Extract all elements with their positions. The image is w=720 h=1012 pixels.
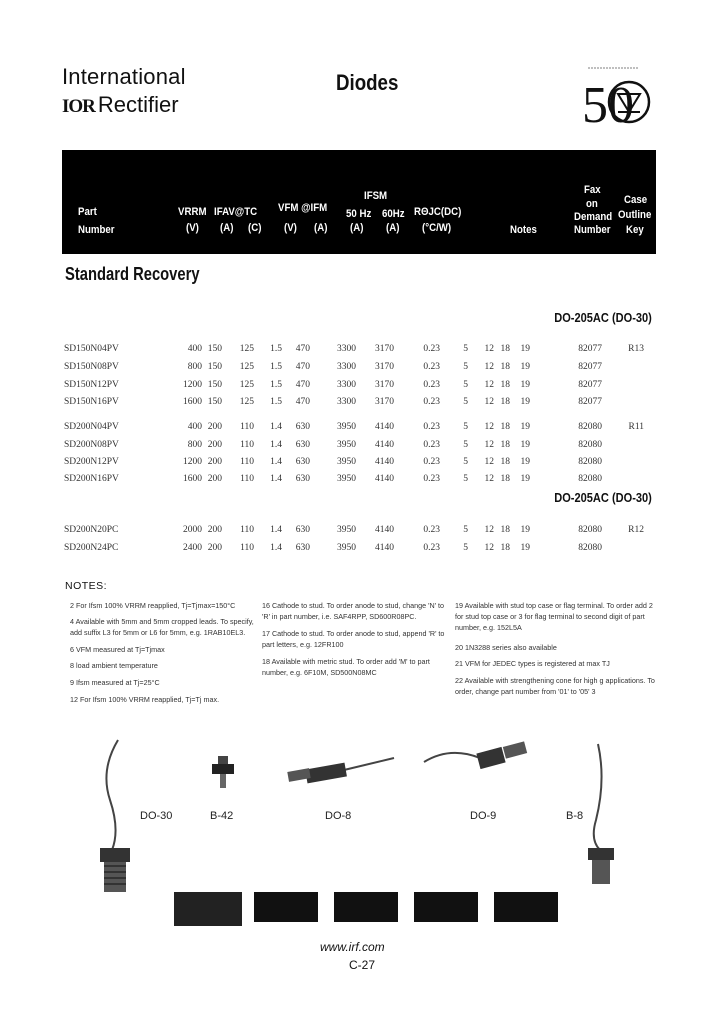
cell-part: SD150N08PV — [64, 362, 119, 372]
cell-a50: 3300 — [337, 362, 356, 372]
cell-n4: 19 — [520, 543, 530, 553]
cell-n4: 19 — [520, 525, 530, 535]
cell-n2: 12 — [484, 362, 494, 372]
table-row — [64, 397, 660, 413]
table-row — [64, 440, 660, 456]
cell-n4: 19 — [520, 397, 530, 407]
cell-tc: 110 — [240, 440, 254, 450]
note-19: 19 Available with stud top case or flag terminal. To order add 2 for stud top case or 3 for flag terminal to second digit of part number, e.g. 152L5A — [455, 601, 653, 632]
cell-n1: 5 — [463, 397, 468, 407]
b8-package-icon — [576, 740, 626, 890]
col-rth: RΘJC(DC) — [414, 206, 462, 218]
cell-n3: 18 — [500, 440, 510, 450]
cell-ifm: 470 — [295, 362, 310, 372]
cell-tc: 125 — [239, 362, 254, 372]
cell-case: R12 — [628, 525, 644, 535]
cell-n1: 5 — [463, 474, 468, 484]
cell-n4: 19 — [520, 474, 530, 484]
brand-rectifier: Rectifier — [97, 92, 179, 117]
col-50hz-unit: (A) — [350, 222, 364, 234]
cell-a60: 3170 — [375, 344, 394, 354]
cell-a60: 4140 — [375, 440, 394, 450]
cell-n1: 5 — [463, 380, 468, 390]
cell-n1: 5 — [463, 362, 468, 372]
cell-n2: 12 — [484, 397, 494, 407]
cell-ifav: 200 — [207, 440, 222, 450]
col-part: Part — [78, 206, 97, 218]
col-case-2: Outline — [618, 209, 652, 221]
package-title-2: DO-205AC (DO-30) — [554, 490, 652, 505]
cell-rth: 0.23 — [423, 397, 440, 407]
cell-vfm: 1.4 — [270, 457, 282, 467]
col-vfm-unit-a: (A) — [314, 222, 328, 234]
cell-n4: 19 — [520, 457, 530, 467]
cell-rth: 0.23 — [423, 362, 440, 372]
cell-n3: 18 — [500, 380, 510, 390]
cell-fax: 82080 — [578, 525, 602, 535]
cell-vrrm: 1600 — [183, 397, 202, 407]
label-b42: B-42 — [210, 810, 234, 822]
label-do8: DO-8 — [325, 810, 352, 822]
cell-a50: 3300 — [337, 380, 356, 390]
cell-n2: 12 — [484, 380, 494, 390]
cell-n4: 19 — [520, 380, 530, 390]
cell-vfm: 1.4 — [270, 422, 282, 432]
cell-n3: 18 — [500, 362, 510, 372]
cell-a60: 4140 — [375, 457, 394, 467]
cell-n3: 18 — [500, 474, 510, 484]
cell-n4: 19 — [520, 344, 530, 354]
cell-rth: 0.23 — [423, 543, 440, 553]
col-60hz: 60Hz — [382, 208, 405, 220]
cell-a50: 3950 — [337, 543, 356, 553]
cell-tc: 125 — [239, 344, 254, 354]
cell-n2: 12 — [484, 422, 494, 432]
cell-n1: 5 — [463, 344, 468, 354]
cell-part: SD200N16PV — [64, 474, 119, 484]
cell-case: R11 — [628, 422, 644, 432]
cell-fax: 82080 — [578, 543, 602, 553]
product-thumbnail — [254, 892, 318, 922]
col-vfm: VFM @IFM — [278, 202, 328, 214]
cell-ifm: 470 — [295, 344, 310, 354]
cell-ifav: 150 — [207, 397, 222, 407]
cell-ifav: 150 — [207, 380, 222, 390]
note-16: 16 Cathode to stud. To order anode to stud, change 'N' to 'R' in part number, i.e. SAF4RPP, SD600R08PC. — [262, 601, 445, 621]
cell-vrrm: 1600 — [183, 474, 202, 484]
col-fax-2: on — [586, 198, 598, 210]
table-row — [64, 474, 660, 490]
cell-ifm: 630 — [295, 474, 310, 484]
notes-title: NOTES: — [65, 580, 108, 592]
cell-n4: 19 — [520, 440, 530, 450]
cell-rth: 0.23 — [423, 457, 440, 467]
cell-vfm: 1.5 — [270, 344, 282, 354]
cell-n2: 12 — [484, 525, 494, 535]
cell-part: SD200N20PC — [64, 525, 119, 535]
cell-vrrm: 400 — [187, 422, 202, 432]
cell-n1: 5 — [463, 440, 468, 450]
b42-package-icon — [204, 750, 244, 790]
do9-package-icon — [420, 740, 530, 780]
product-thumbnail — [334, 892, 398, 922]
cell-n3: 18 — [500, 422, 510, 432]
table-row — [64, 457, 660, 473]
note-17: 17 Cathode to stud. To order anode to stud, append 'R' to part letters, e.g. 12FR100 — [262, 629, 445, 649]
col-fax-1: Fax — [584, 184, 601, 196]
cell-ifm: 470 — [295, 380, 310, 390]
cell-n1: 5 — [463, 525, 468, 535]
cell-tc: 125 — [239, 380, 254, 390]
cell-n1: 5 — [463, 457, 468, 467]
cell-vfm: 1.4 — [270, 543, 282, 553]
cell-part: SD150N12PV — [64, 380, 119, 390]
cell-fax: 82080 — [578, 422, 602, 432]
cell-ifm: 630 — [295, 440, 310, 450]
table-row — [64, 380, 660, 396]
col-ifav-unit-a: (A) — [220, 222, 234, 234]
note-9: 9 Ifsm measured at Tj=25°C — [70, 678, 160, 687]
cell-n1: 5 — [463, 543, 468, 553]
col-50hz: 50 Hz — [346, 208, 372, 220]
cell-part: SD200N12PV — [64, 457, 119, 467]
brand-line2 — [62, 92, 179, 118]
cell-vrrm: 400 — [187, 344, 202, 354]
footer-url: www.irf.com — [320, 940, 385, 954]
anniversary-logo-icon — [578, 62, 654, 132]
cell-a60: 4140 — [375, 422, 394, 432]
cell-a60: 3170 — [375, 397, 394, 407]
cell-fax: 82080 — [578, 474, 602, 484]
cell-vfm: 1.5 — [270, 380, 282, 390]
note-12: 12 For Ifsm 100% VRRM reapplied, Tj=Tj max. — [70, 695, 220, 704]
cell-ifav: 200 — [207, 457, 222, 467]
col-ifsm: IFSM — [364, 190, 388, 202]
cell-vfm: 1.4 — [270, 440, 282, 450]
cell-fax: 82077 — [578, 362, 602, 372]
col-fax-4: Number — [574, 224, 611, 236]
ior-logo: IOR — [62, 96, 95, 117]
col-ifav-unit-c: (C) — [248, 222, 262, 234]
cell-ifm: 630 — [295, 457, 310, 467]
cell-ifm: 630 — [295, 543, 310, 553]
cell-rth: 0.23 — [423, 422, 440, 432]
note-21: 21 VFM for JEDEC types is registered at max TJ — [455, 659, 610, 668]
cell-ifm: 630 — [295, 422, 310, 432]
product-thumbnail — [494, 892, 558, 922]
col-vrrm-unit: (V) — [186, 222, 199, 234]
table-row — [64, 525, 660, 541]
do8-package-icon — [284, 752, 404, 792]
cell-ifav: 150 — [207, 362, 222, 372]
cell-a50: 3950 — [337, 457, 356, 467]
cell-rth: 0.23 — [423, 344, 440, 354]
section-title: Standard Recovery — [65, 264, 200, 284]
label-do30: DO-30 — [140, 810, 173, 822]
cell-n1: 5 — [463, 422, 468, 432]
col-vrrm: VRRM — [178, 206, 207, 218]
cell-ifav: 200 — [207, 525, 222, 535]
cell-n3: 18 — [500, 397, 510, 407]
col-fax-3: Demand — [574, 211, 613, 223]
cell-rth: 0.23 — [423, 525, 440, 535]
cell-n2: 12 — [484, 457, 494, 467]
cell-part: SD150N04PV — [64, 344, 119, 354]
cell-a60: 4140 — [375, 543, 394, 553]
cell-a50: 3950 — [337, 525, 356, 535]
cell-vfm: 1.4 — [270, 525, 282, 535]
cell-a60: 4140 — [375, 474, 394, 484]
cell-ifm: 470 — [295, 397, 310, 407]
cell-n4: 19 — [520, 362, 530, 372]
cell-fax: 82080 — [578, 457, 602, 467]
note-22: 22 Available with strengthening cone for high g applications. To order, change part number from '01' to '05' 3 — [455, 676, 655, 696]
product-thumbnail — [174, 892, 242, 926]
col-vfm-unit-v: (V) — [284, 222, 297, 234]
cell-n2: 12 — [484, 543, 494, 553]
cell-tc: 125 — [239, 397, 254, 407]
col-case-3: Key — [626, 224, 644, 236]
cell-ifav: 150 — [207, 344, 222, 354]
page-title: Diodes — [336, 70, 399, 95]
cell-tc: 110 — [240, 474, 254, 484]
product-thumbnail — [414, 892, 478, 922]
label-b8: B-8 — [566, 810, 584, 822]
label-do9: DO-9 — [470, 810, 497, 822]
cell-ifav: 200 — [207, 422, 222, 432]
note-2: 2 For Ifsm 100% VRRM reapplied, Tj=Tjmax=150°C — [70, 601, 236, 610]
cell-a50: 3950 — [337, 440, 356, 450]
cell-vrrm: 800 — [187, 362, 202, 372]
cell-rth: 0.23 — [423, 380, 440, 390]
col-60hz-unit: (A) — [386, 222, 400, 234]
cell-rth: 0.23 — [423, 440, 440, 450]
cell-a60: 4140 — [375, 525, 394, 535]
cell-vrrm: 2000 — [183, 525, 202, 535]
cell-vfm: 1.5 — [270, 362, 282, 372]
cell-tc: 110 — [240, 525, 254, 535]
col-rth-unit: (°C/W) — [422, 222, 452, 234]
cell-a50: 3300 — [337, 397, 356, 407]
note-4: 4 Available with 5mm and 5mm cropped leads. To specify, add suffix L3 for 5mm or L6 for 5mm, e.g. 1RAB10EL3. — [70, 617, 254, 637]
cell-vrrm: 1200 — [183, 380, 202, 390]
cell-n3: 18 — [500, 344, 510, 354]
table-row — [64, 543, 660, 559]
page-number: C-27 — [349, 958, 376, 972]
col-notes: Notes — [510, 224, 537, 236]
table-row — [64, 422, 660, 438]
cell-fax: 82077 — [578, 344, 602, 354]
cell-ifav: 200 — [207, 543, 222, 553]
cell-fax: 82077 — [578, 380, 602, 390]
cell-n2: 12 — [484, 474, 494, 484]
cell-fax: 82080 — [578, 440, 602, 450]
col-ifav: IFAV@TC — [214, 206, 258, 218]
cell-part: SD200N04PV — [64, 422, 119, 432]
note-6: 6 VFM measured at Tj=Tjmax — [70, 645, 165, 654]
cell-vfm: 1.4 — [270, 474, 282, 484]
table-row — [64, 344, 660, 360]
cell-case: R13 — [628, 344, 644, 354]
cell-a60: 3170 — [375, 380, 394, 390]
cell-n3: 18 — [500, 525, 510, 535]
cell-n2: 12 — [484, 344, 494, 354]
note-8: 8 load ambient temperature — [70, 661, 158, 670]
cell-fax: 82077 — [578, 397, 602, 407]
cell-vfm: 1.5 — [270, 397, 282, 407]
cell-part: SD150N16PV — [64, 397, 119, 407]
col-case-1: Case — [624, 194, 648, 206]
package-title-1: DO-205AC (DO-30) — [554, 310, 652, 325]
cell-tc: 110 — [240, 457, 254, 467]
anniversary-number: 50 — [582, 77, 634, 132]
cell-ifav: 200 — [207, 474, 222, 484]
cell-a50: 3950 — [337, 474, 356, 484]
cell-vrrm: 2400 — [183, 543, 202, 553]
cell-tc: 110 — [240, 543, 254, 553]
col-number: Number — [78, 224, 115, 236]
cell-n3: 18 — [500, 457, 510, 467]
cell-rth: 0.23 — [423, 474, 440, 484]
note-20: 20 1N3288 series also available — [455, 643, 557, 652]
brand-line1: International — [62, 64, 186, 89]
cell-part: SD200N08PV — [64, 440, 119, 450]
note-18: 18 Available with metric stud. To order add 'M' to part number, e.g. 6F10M, SD500N08MC — [262, 657, 430, 677]
cell-vrrm: 800 — [187, 440, 202, 450]
cell-n3: 18 — [500, 543, 510, 553]
cell-a50: 3300 — [337, 344, 356, 354]
cell-a60: 3170 — [375, 362, 394, 372]
cell-tc: 110 — [240, 422, 254, 432]
cell-a50: 3950 — [337, 422, 356, 432]
table-header — [62, 150, 656, 254]
table-row — [64, 362, 660, 378]
cell-n2: 12 — [484, 440, 494, 450]
cell-ifm: 630 — [295, 525, 310, 535]
cell-n4: 19 — [520, 422, 530, 432]
cell-vrrm: 1200 — [183, 457, 202, 467]
cell-part: SD200N24PC — [64, 543, 119, 553]
